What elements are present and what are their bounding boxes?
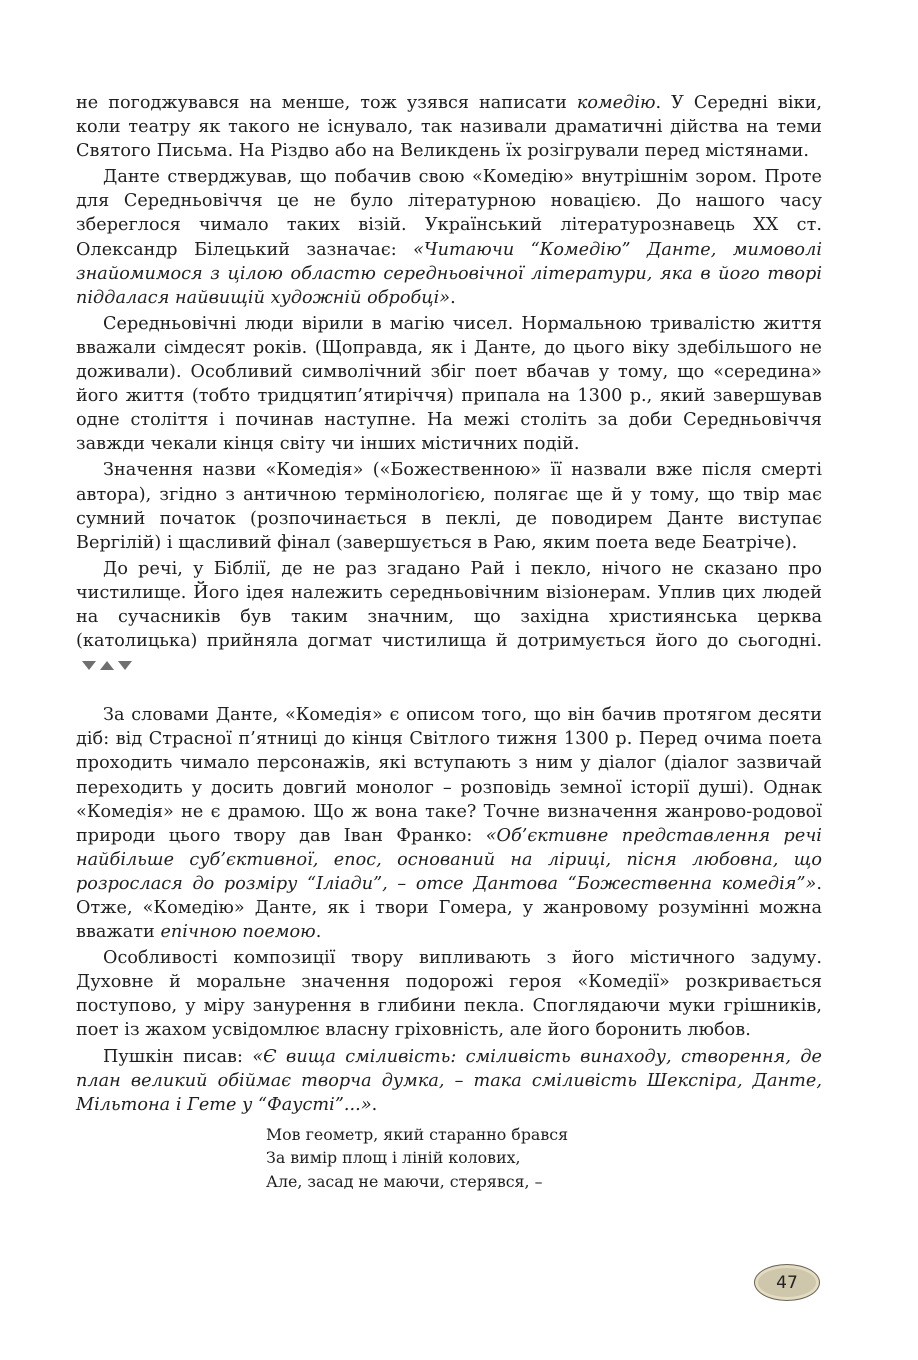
italic-text: комедію — [576, 93, 656, 113]
text-block-2 — [76, 703, 822, 1117]
text-block-1 — [76, 91, 822, 677]
paragraph — [76, 946, 822, 1042]
italic-text: «Читаючи “Комедію” Данте, мимоволі знайомимося з цілою областю середньовічної літератури, яка в його творі піддалася найвищій художній обробці» — [76, 239, 823, 308]
triangles-ornament-icon — [82, 659, 132, 672]
text-run: . У Середні віки, коли театру як такого не існувало, так називали драматичні дійства на теми Святого Письма. На Різдво або на Великдень їх розігрували перед містянами. — [76, 93, 823, 162]
paragraph — [76, 165, 822, 310]
page-body — [76, 91, 822, 1194]
poem-line: Але, засад не маючи, стерявся, – — [266, 1172, 543, 1192]
text-run: . — [450, 287, 456, 308]
text-run: Середньовічні люди вірили в магію чисел. Нормальною тривалістю життя вважали сімдесят років. (Щоправда, як і Данте, до цього віку здебільшого не доживали). Особливий символічний збіг поет вбачав у тому, що «середина» його життя (тобто тридцятип’ятиріччя) припала на 1300 р., який завершував одне століття і починав наступне. На межі століть за доби Середньовіччя завжди чекали кінця світу чи інших містичних подій. — [76, 313, 822, 455]
page-number: 47 — [776, 1272, 798, 1293]
text-run: Данте стверджував, що побачив свою «Комедію» внутрішнім зором. Проте для Середньовіччя це не було літературною новацією. До нашого часу збереглося чимало таких візій. Український літературознавець XX ст. Олександр Білецький зазначає: — [76, 167, 822, 260]
italic-text: епічною поемою — [160, 922, 316, 943]
text-run: До речі, у Біблії, де не раз згадано Рай і пекло, нічого не сказано про чистилище. Його ідея належить середньовічним візіонерам. Уплив цих людей на сучасників був таким значним, що західна християнська церква (католицька) прийняла догмат чистилища й дотримується його до сьогодні. — [76, 558, 822, 652]
text-run: Пушкін писав: — [103, 1046, 253, 1067]
text-run: За словами Данте, «Комедія» є описом того, що він бачив протягом десяти діб: від Страсної п’ятниці до кінця Світлого тижня 1300 р. Перед очима поета проходить чимало персонажів, які вступають з ним у діалог (діалог зазвичай переходить у досить довгий монолог – розповідь земної історії душі). Однак «Комедія» не є драмою. Що ж вона таке? Точне визначення жанрово-родової природи цього твору дав Іван Франко: — [76, 705, 822, 846]
text-run: . — [315, 922, 322, 943]
poem-line: За вимір площ і ліній колових, — [266, 1148, 521, 1168]
section-gap — [76, 677, 822, 703]
text-run: Значення назви «Комедія» («Божественною» її назвали вже після смерті автора), згідно з античною термінологією, полягає ще й у тому, що твір має сумний початок (розпочинається в пеклі, де поводирем Данте виступає Вергілій) і щасливий фінал (завершується в Раю, яким поета веде Беатріче). — [76, 460, 822, 553]
paragraph — [76, 312, 822, 457]
text-run: не погоджувався на менше, тож узявся написати — [76, 93, 577, 113]
page-number-badge — [754, 1264, 820, 1301]
italic-text: «Є вища сміливість: сміливість винаходу, створення, де план великий обіймає творча думка, – така сміливість Шекспіра, Данте, Мільтона і Гете у “Фаусті”...» — [76, 1046, 822, 1115]
italic-text: «Об’єктивне представлення речі найбільше суб’єктивної, епос, оснований на ліриці, пісня любовна, що розрослася до розміру “Іліади”, – отсе Дантова “Божественна комедія”» — [76, 825, 822, 894]
paragraph — [76, 91, 822, 163]
text-run: . — [371, 1094, 378, 1115]
poem-excerpt — [266, 1123, 822, 1194]
text-run: . Отже, «Комедію» Данте, як і твори Гомера, у жанровому розумінні можна вважати — [76, 873, 822, 943]
paragraph — [76, 1045, 822, 1117]
paragraph — [76, 557, 822, 677]
text-run: Особливості композиції твору випливають з його містичного задуму. Духовне й моральне значення подорожі героя «Комедії» розкривається поступово, у міру занурення в глибини пекла. Споглядаючи муки грішників, поет із жахом усвідомлює власну гріховність, але його боронить любов. — [76, 948, 822, 1041]
paragraph — [76, 458, 822, 554]
paragraph — [76, 703, 822, 944]
poem-line: Мов геометр, який старанно брався — [266, 1124, 569, 1144]
